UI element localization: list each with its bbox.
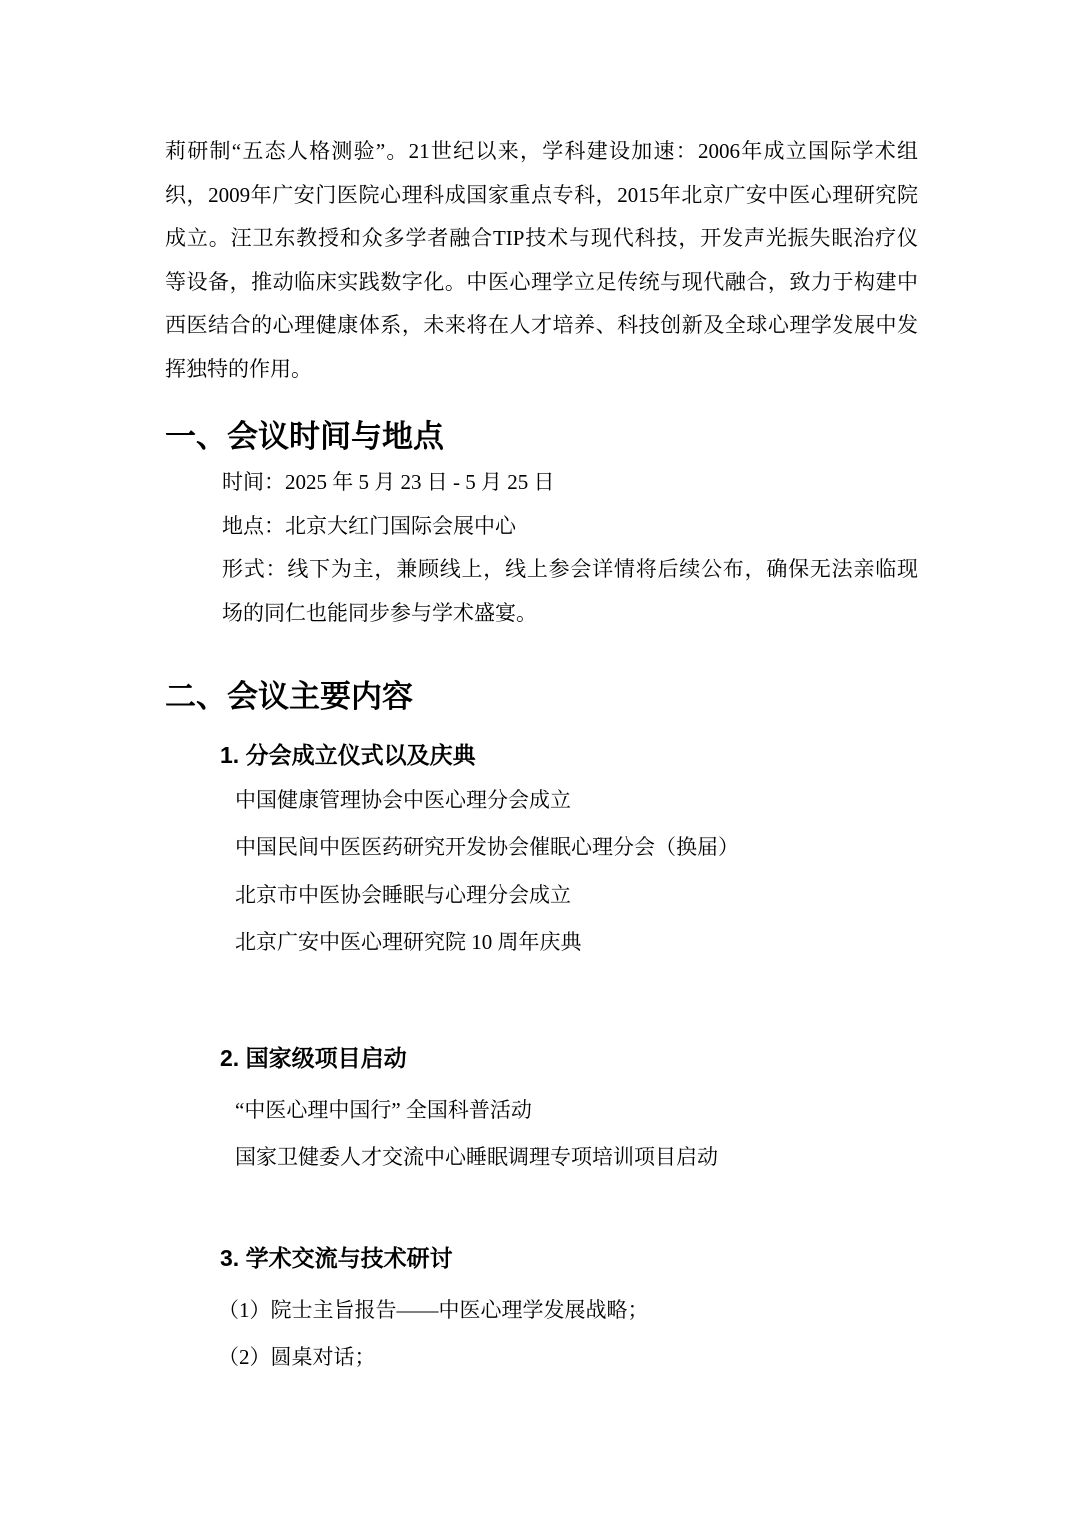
list-item: 国家卫健委人才交流中心睡眠调理专项培训项目启动	[235, 1145, 718, 1170]
subsection-1-items	[165, 777, 918, 966]
intro-line: 成立。汪卫东教授和众多学者融合TIP技术与现代科技，开发声光振失眠治疗仪	[165, 226, 918, 250]
subsection-2-title: 2. 国家级项目启动	[220, 1045, 407, 1072]
subsection-3-items	[165, 1287, 918, 1382]
list-item: 中国健康管理协会中医心理分会成立	[235, 788, 571, 812]
intro-line: 挥独特的作用。	[165, 356, 312, 381]
list-item: （1）院士主旨报告——中医心理学发展战略；	[218, 1297, 649, 1322]
section-1-details	[165, 461, 918, 635]
list-item: “中医心理中国行” 全国科普活动	[235, 1098, 532, 1123]
section-1-heading: 一、会议时间与地点	[165, 419, 444, 454]
subsection-2-items	[165, 1087, 918, 1182]
list-item: （2）圆桌对话；	[218, 1345, 376, 1370]
subsection-1-title: 1. 分会成立仪式以及庆典	[220, 742, 476, 768]
subsection-3-title: 3. 学术交流与技术研讨	[220, 1244, 453, 1271]
intro-line: 织，2009年广安门医院心理科成国家重点专科，2015年北京广安中医心理研究院	[165, 182, 918, 207]
meeting-location-line: 地点：北京大红门国际会展中心	[222, 513, 516, 538]
intro-paragraph	[165, 130, 918, 391]
meeting-format-line: 形式：线下为主，兼顾线上，线上参会详情将后续公布，确保无法亲临现	[222, 557, 918, 581]
meeting-format-line: 场的同仁也能同步参与学术盛宴。	[222, 600, 537, 625]
intro-line: 莉研制“五态人格测验”。21世纪以来，学科建设加速：2006年成立国际学术组	[165, 139, 918, 163]
section-2-heading: 二、会议主要内容	[165, 679, 413, 714]
intro-line: 等设备，推动临床实践数字化。中医心理学立足传统与现代融合，致力于构建中	[165, 269, 918, 294]
intro-line: 西医结合的心理健康体系，未来将在人才培养、科技创新及全球心理学发展中发	[165, 313, 918, 337]
list-item: 中国民间中医医药研究开发协会催眠心理分会（换届）	[235, 835, 739, 860]
list-item: 北京广安中医心理研究院 10 周年庆典	[235, 929, 582, 954]
list-item: 北京市中医协会睡眠与心理分会成立	[235, 882, 571, 907]
meeting-time-line: 时间：2025 年 5 月 23 日 - 5 月 25 日	[222, 470, 555, 494]
